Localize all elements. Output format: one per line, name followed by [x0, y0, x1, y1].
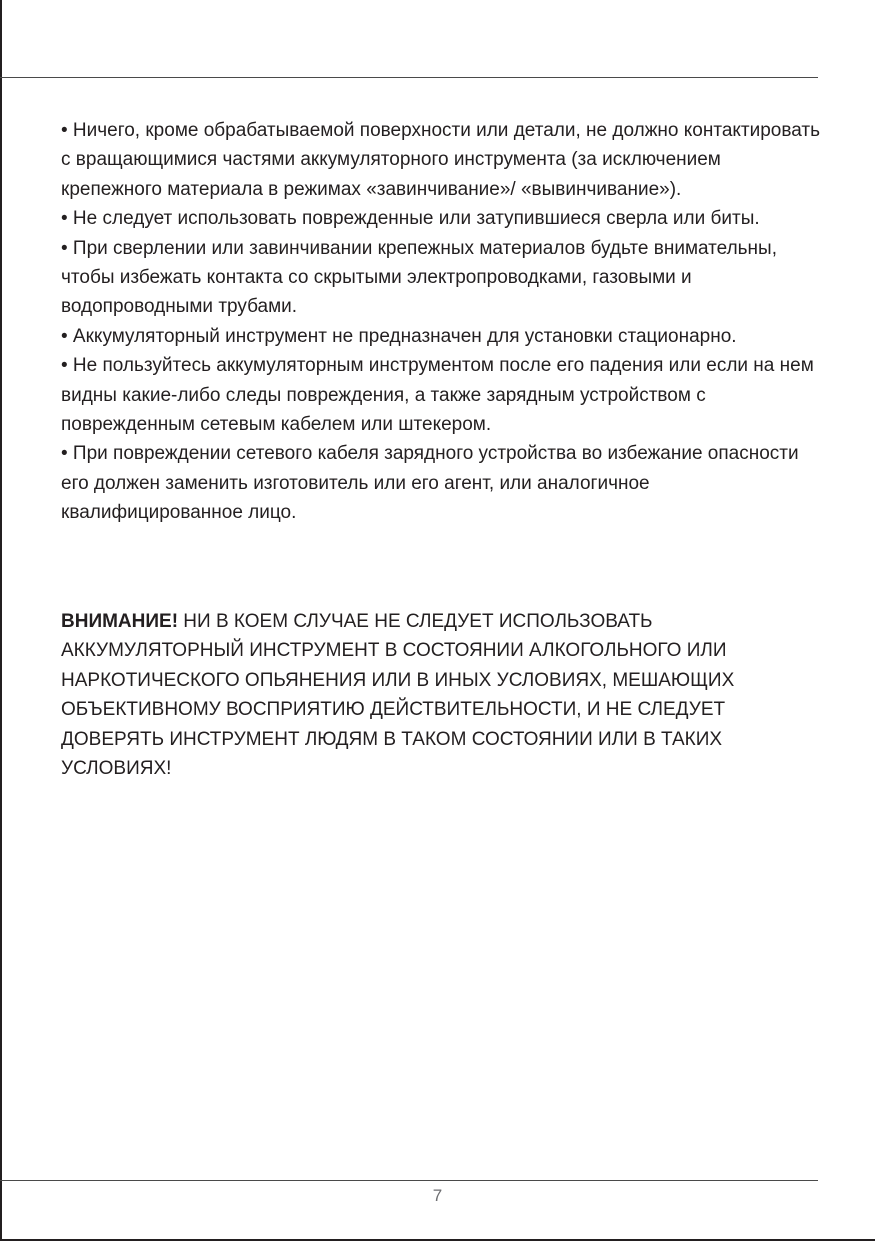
bullet-item: • Не пользуйтесь аккумуляторным инструментом после его падения или если на нем видны какие-либо следы повреждения, а также зарядным устройством с поврежденным сетевым кабелем или штекером. [61, 355, 814, 436]
warning-text: НИ В КОЕМ СЛУЧАЕ НЕ СЛЕДУЕТ ИСПОЛЬЗОВАТЬ АККУМУЛЯТОРНЫЙ ИНСТРУМЕНТ В СОСТОЯНИИ АЛКОГОЛЬНОГО ИЛИ НАРКОТИЧЕСКОГО ОПЬЯНЕНИЯ ИЛИ В ИНЫХ УСЛОВИЯХ, МЕШАЮЩИХ ОБЪЕКТИВНОМУ ВОСПРИЯТИЮ ДЕЙСТВИТЕЛЬНОСТИ, И НЕ СЛЕДУЕТ ДОВЕРЯТЬ ИНСТРУМЕНТ ЛЮДЯМ В ТАКОМ СОСТОЯНИИ ИЛИ В ТАКИХ УСЛОВИЯХ! [61, 611, 735, 780]
warning-block [61, 607, 821, 783]
bullet-item: • При повреждении сетевого кабеля зарядного устройства во избежание опасности его должен заменить изготовитель или его агент, или аналогичное квалифицированное лицо. [61, 443, 799, 524]
header-rule [0, 77, 818, 78]
bullet-item: • Аккумуляторный инструмент не предназначен для установки стационарно. [61, 325, 737, 347]
page-left-border [0, 0, 2, 1241]
warning-label: ВНИМАНИЕ! [61, 611, 179, 632]
bullet-item: • Ничего, кроме обрабатываемой поверхности или детали, не должно контактировать с вращающимися частями аккумуляторного инструмента (за исключением крепежного материала в режимах «завинчивание»/ «вывинчивание»). [61, 120, 820, 200]
safety-instructions [61, 116, 821, 528]
bullet-item: • Не следует использовать поврежденные или затупившиеся сверла или биты. [61, 208, 760, 230]
bullet-item: • При сверлении или завинчивании крепежных материалов будьте внимательны, чтобы избежать контакта со скрытыми электропроводками, газовыми и водопроводными трубами. [61, 237, 777, 318]
page-number: 7 [432, 1186, 443, 1205]
footer-rule [0, 1180, 818, 1181]
